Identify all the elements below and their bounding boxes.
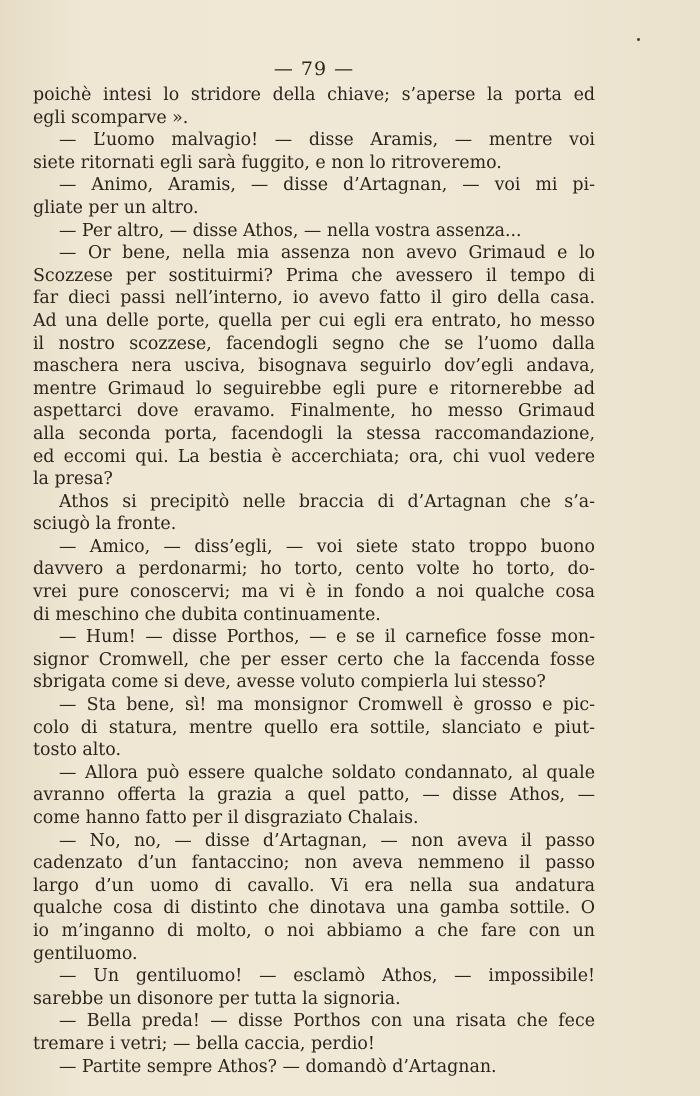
text-line: poichè intesi lo stridore della chiave; s’aperse la porta ed (33, 85, 595, 105)
paper-speck (637, 38, 640, 41)
text-line: signor Cromwell, che per esser certo che la faccenda fosse (33, 649, 595, 670)
text-line: ed eccomi qui. La bestia è accerchiata; ora, chi vuol vedere (33, 446, 595, 467)
text-line: la presa? (33, 469, 113, 490)
text-line: aspettarci dove eravamo. Finalmente, ho messo Grimaud (33, 401, 595, 422)
text-line: — Per altro, — disse Athos, — nella vostra assenza... (59, 220, 522, 241)
text-line: — Hum! — disse Porthos, — e se il carnefice fosse mon- (59, 627, 595, 648)
text-line: qualche cosa di distinto che dinotava una gamba sottile. O (33, 898, 595, 919)
text-line: — Bella preda! — disse Porthos con una risata che fece (59, 1011, 595, 1032)
text-line: tosto alto. (33, 740, 121, 761)
text-line: — Amico, — diss’egli, — voi siete stato troppo buono (59, 536, 595, 557)
text-line: vrei pure conoscervi; ma vi è in fondo a noi qualche cosa (33, 582, 595, 603)
text-line: io m’inganno di molto, o noi abbiamo a che fare con un (33, 920, 595, 941)
text-line: gliate per un altro. (33, 197, 199, 218)
text-line: come hanno fatto per il disgraziato Chalais. (33, 808, 419, 828)
text-line: davvero a perdonarmi; ho torto, cento volte ho torto, do- (33, 559, 595, 580)
text-line: Ad una delle porte, quella per cui egli era entrato, ho messo (33, 310, 595, 331)
text-line: Athos si precipitò nelle braccia di d’Artagnan che s’a- (59, 491, 595, 512)
text-line: — Sta bene, sì! ma monsignor Cromwell è grosso e pic- (59, 695, 595, 716)
page-number: — 79 — (273, 58, 355, 80)
text-line: maschera nera usciva, bisognava seguirlo dov’egli andava, (33, 356, 595, 377)
text-line: il nostro scozzese, facendogli segno che se l’uomo dalla (33, 333, 595, 354)
text-line: sciugò la fronte. (33, 514, 177, 535)
text-line: — Un gentiluomo! — esclamò Athos, — impossibile! (59, 966, 595, 987)
text-line: di meschino che dubita continuamente. (33, 604, 381, 625)
text-line: tremare i vetri; — bella caccia, perdio! (33, 1033, 375, 1054)
text-line: — Or bene, nella mia assenza non avevo Grimaud e lo (59, 243, 595, 264)
text-line: — L’uomo malvagio! — disse Aramis, — mentre voi (59, 130, 595, 151)
text-line: — Partite sempre Athos? — domandò d’Artagnan. (59, 1056, 497, 1077)
text-line: sarebbe un disonore per tutta la signoria. (33, 988, 401, 1009)
text-line: avranno offerta la grazia a quel patto, — disse Athos, — (33, 785, 595, 806)
text-line: — Allora può essere qualche soldato condannato, al quale (59, 762, 595, 783)
text-line: sbrigata come si deve, avesse voluto compierla lui stesso? (33, 672, 546, 693)
text-line: cadenzato d’un fantaccino; non aveva nemmeno il passo (33, 853, 595, 874)
text-line: far dieci passi nell’interno, io avevo fatto il giro della casa. (33, 288, 595, 309)
text-line: egli scomparve ». (33, 107, 189, 128)
text-line: alla seconda porta, facendogli la stessa raccomandazione, (33, 423, 595, 444)
text-line: siete ritornati egli sarà fuggito, e non lo ritroveremo. (33, 152, 502, 173)
text-line: Scozzese per sostituirmi? Prima che avessero il tempo di (33, 265, 595, 286)
text-line: — No, no, — disse d’Artagnan, — non aveva il passo (59, 830, 595, 851)
text-line: gentiluomo. (33, 943, 138, 964)
text-line: — Animo, Aramis, — disse d’Artagnan, — voi mi pi- (59, 175, 595, 196)
text-line: mentre Grimaud lo seguirebbe egli pure e ritornerebbe ad (33, 378, 595, 399)
text-line: colo di statura, mentre quello era sottile, slanciato e piut- (33, 717, 595, 738)
body-text (33, 84, 595, 1078)
text-line: largo d’un uomo di cavallo. Vi era nella sua andatura (33, 875, 595, 896)
